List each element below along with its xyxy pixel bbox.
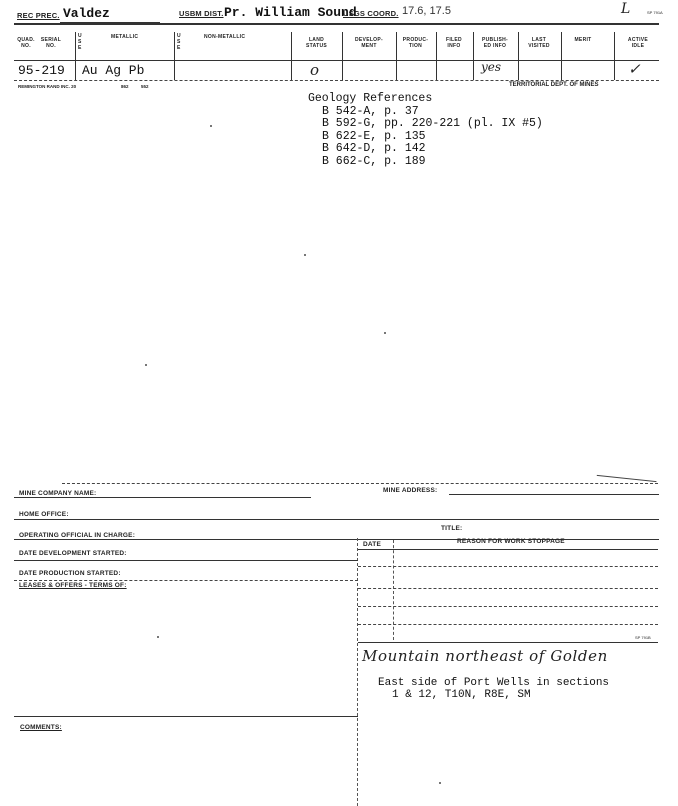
column-divider bbox=[357, 538, 358, 806]
printer-code-1: 862 bbox=[121, 84, 129, 89]
col-published-info: PUBLISH- ED INFO bbox=[481, 37, 508, 49]
divider bbox=[174, 32, 175, 80]
reason-col-label: REASON FOR WORK STOPPAGE bbox=[457, 538, 565, 545]
col-serial: SERIAL NO. bbox=[40, 37, 62, 49]
rec-prec-value: Valdez bbox=[63, 6, 110, 21]
stoppage-rule bbox=[358, 566, 658, 567]
col-land-status: LAND STATUS bbox=[305, 37, 328, 49]
usbm-dist-label: USBM DIST. bbox=[179, 9, 224, 18]
geology-ref-item: B 592-G, pp. 220-221 (pl. IX #5) bbox=[322, 117, 543, 130]
rule bbox=[14, 560, 358, 561]
form-code-lower: SP 791B bbox=[635, 635, 651, 640]
rec-prec-label: REC PREC. bbox=[17, 11, 60, 20]
mine-address-label: MINE ADDRESS: bbox=[383, 487, 438, 494]
active-idle-check: ✓ bbox=[628, 60, 641, 78]
land-status-value: o bbox=[310, 61, 320, 79]
lower-top-rule bbox=[62, 483, 658, 484]
home-office-label: HOME OFFICE: bbox=[19, 511, 69, 518]
scan-speck bbox=[145, 364, 147, 366]
col-last-visited: LAST VISITED bbox=[528, 37, 550, 49]
stoppage-rule bbox=[358, 549, 658, 550]
scan-speck bbox=[157, 636, 159, 638]
rule bbox=[14, 519, 659, 520]
comments-label: COMMENTS: bbox=[20, 724, 62, 731]
metallic-value: Au Ag Pb bbox=[82, 63, 145, 78]
geology-ref-item: B 622-E, p. 135 bbox=[322, 130, 426, 143]
date-col-label: DATE bbox=[363, 541, 382, 548]
divider bbox=[614, 32, 615, 80]
territorial-dept: TERRITORIAL DEPT. OF MINES bbox=[509, 82, 599, 88]
date-production-started-label: DATE PRODUCTION STARTED: bbox=[19, 570, 121, 577]
col-active-idle: ACTIVE IDLE bbox=[627, 37, 649, 49]
printer-imprint: REMINGTON RAND INC. 20 bbox=[18, 84, 77, 89]
divider bbox=[342, 32, 343, 80]
geology-heading: Geology References bbox=[308, 92, 433, 105]
divider bbox=[561, 32, 562, 80]
quad-serial-value: 95-219 bbox=[18, 63, 65, 78]
column-header-rule bbox=[14, 60, 659, 61]
scan-speck bbox=[304, 254, 306, 256]
date-development-started-label: DATE DEVELOPMENT STARTED: bbox=[19, 550, 127, 557]
col-merit: MERIT bbox=[574, 37, 592, 43]
col-use-2: U S E bbox=[177, 33, 181, 51]
location-line-1: East side of Port Wells in sections bbox=[378, 677, 610, 689]
divider bbox=[75, 32, 76, 80]
published-info-value: yes bbox=[481, 60, 502, 74]
col-production: PRODUC- TION bbox=[402, 37, 429, 49]
corner-mark: L bbox=[621, 1, 631, 17]
torn-edge-mark bbox=[595, 475, 656, 494]
usbm-dist-value: Pr. William Sound bbox=[224, 5, 357, 20]
stoppage-rule bbox=[358, 606, 658, 607]
rule bbox=[14, 716, 358, 717]
leases-offers-label: LEASES & OFFERS - TERMS OF: bbox=[19, 582, 127, 589]
geology-ref-item: B 662-C, p. 189 bbox=[322, 155, 426, 168]
col-use-1: U S E bbox=[78, 33, 82, 51]
printer-code-2: 552 bbox=[141, 84, 149, 89]
geology-ref-item: B 542-A, p. 37 bbox=[322, 105, 419, 118]
stoppage-rule bbox=[358, 642, 658, 643]
stoppage-rule bbox=[358, 624, 658, 625]
header-rule bbox=[14, 23, 659, 25]
rule bbox=[449, 494, 659, 495]
scan-speck bbox=[384, 332, 386, 334]
col-metallic: METALLIC bbox=[111, 34, 139, 40]
col-non-metallic: NON-METALLIC bbox=[204, 34, 246, 40]
mine-company-name-label: MINE COMPANY NAME: bbox=[19, 490, 97, 497]
date-divider bbox=[393, 540, 394, 640]
location-line-2: 1 & 12, T10N, R8E, SM bbox=[392, 689, 531, 701]
form-code: SP 791A bbox=[647, 10, 663, 15]
operating-official-label: OPERATING OFFICIAL IN CHARGE: bbox=[19, 532, 136, 539]
title-label: TITLE: bbox=[441, 525, 463, 532]
col-development: DEVELOP- MENT bbox=[355, 37, 383, 49]
record-row-rule bbox=[14, 80, 659, 81]
col-filed-info: FILED INFO bbox=[446, 37, 462, 49]
geology-ref-item: B 642-D, p. 142 bbox=[322, 142, 426, 155]
scan-speck bbox=[210, 125, 212, 127]
col-quad: QUAD. NO. bbox=[17, 37, 35, 49]
rule bbox=[14, 497, 311, 498]
scan-speck bbox=[439, 782, 441, 784]
usgs-coord-label: USGS COORD. bbox=[343, 9, 399, 18]
stoppage-rule bbox=[358, 588, 658, 589]
divider bbox=[291, 32, 292, 80]
rule bbox=[14, 580, 358, 581]
location-handwritten: Mountain northeast of Golden bbox=[362, 647, 608, 665]
usgs-coord-value: 17.6, 17.5 bbox=[402, 5, 451, 17]
